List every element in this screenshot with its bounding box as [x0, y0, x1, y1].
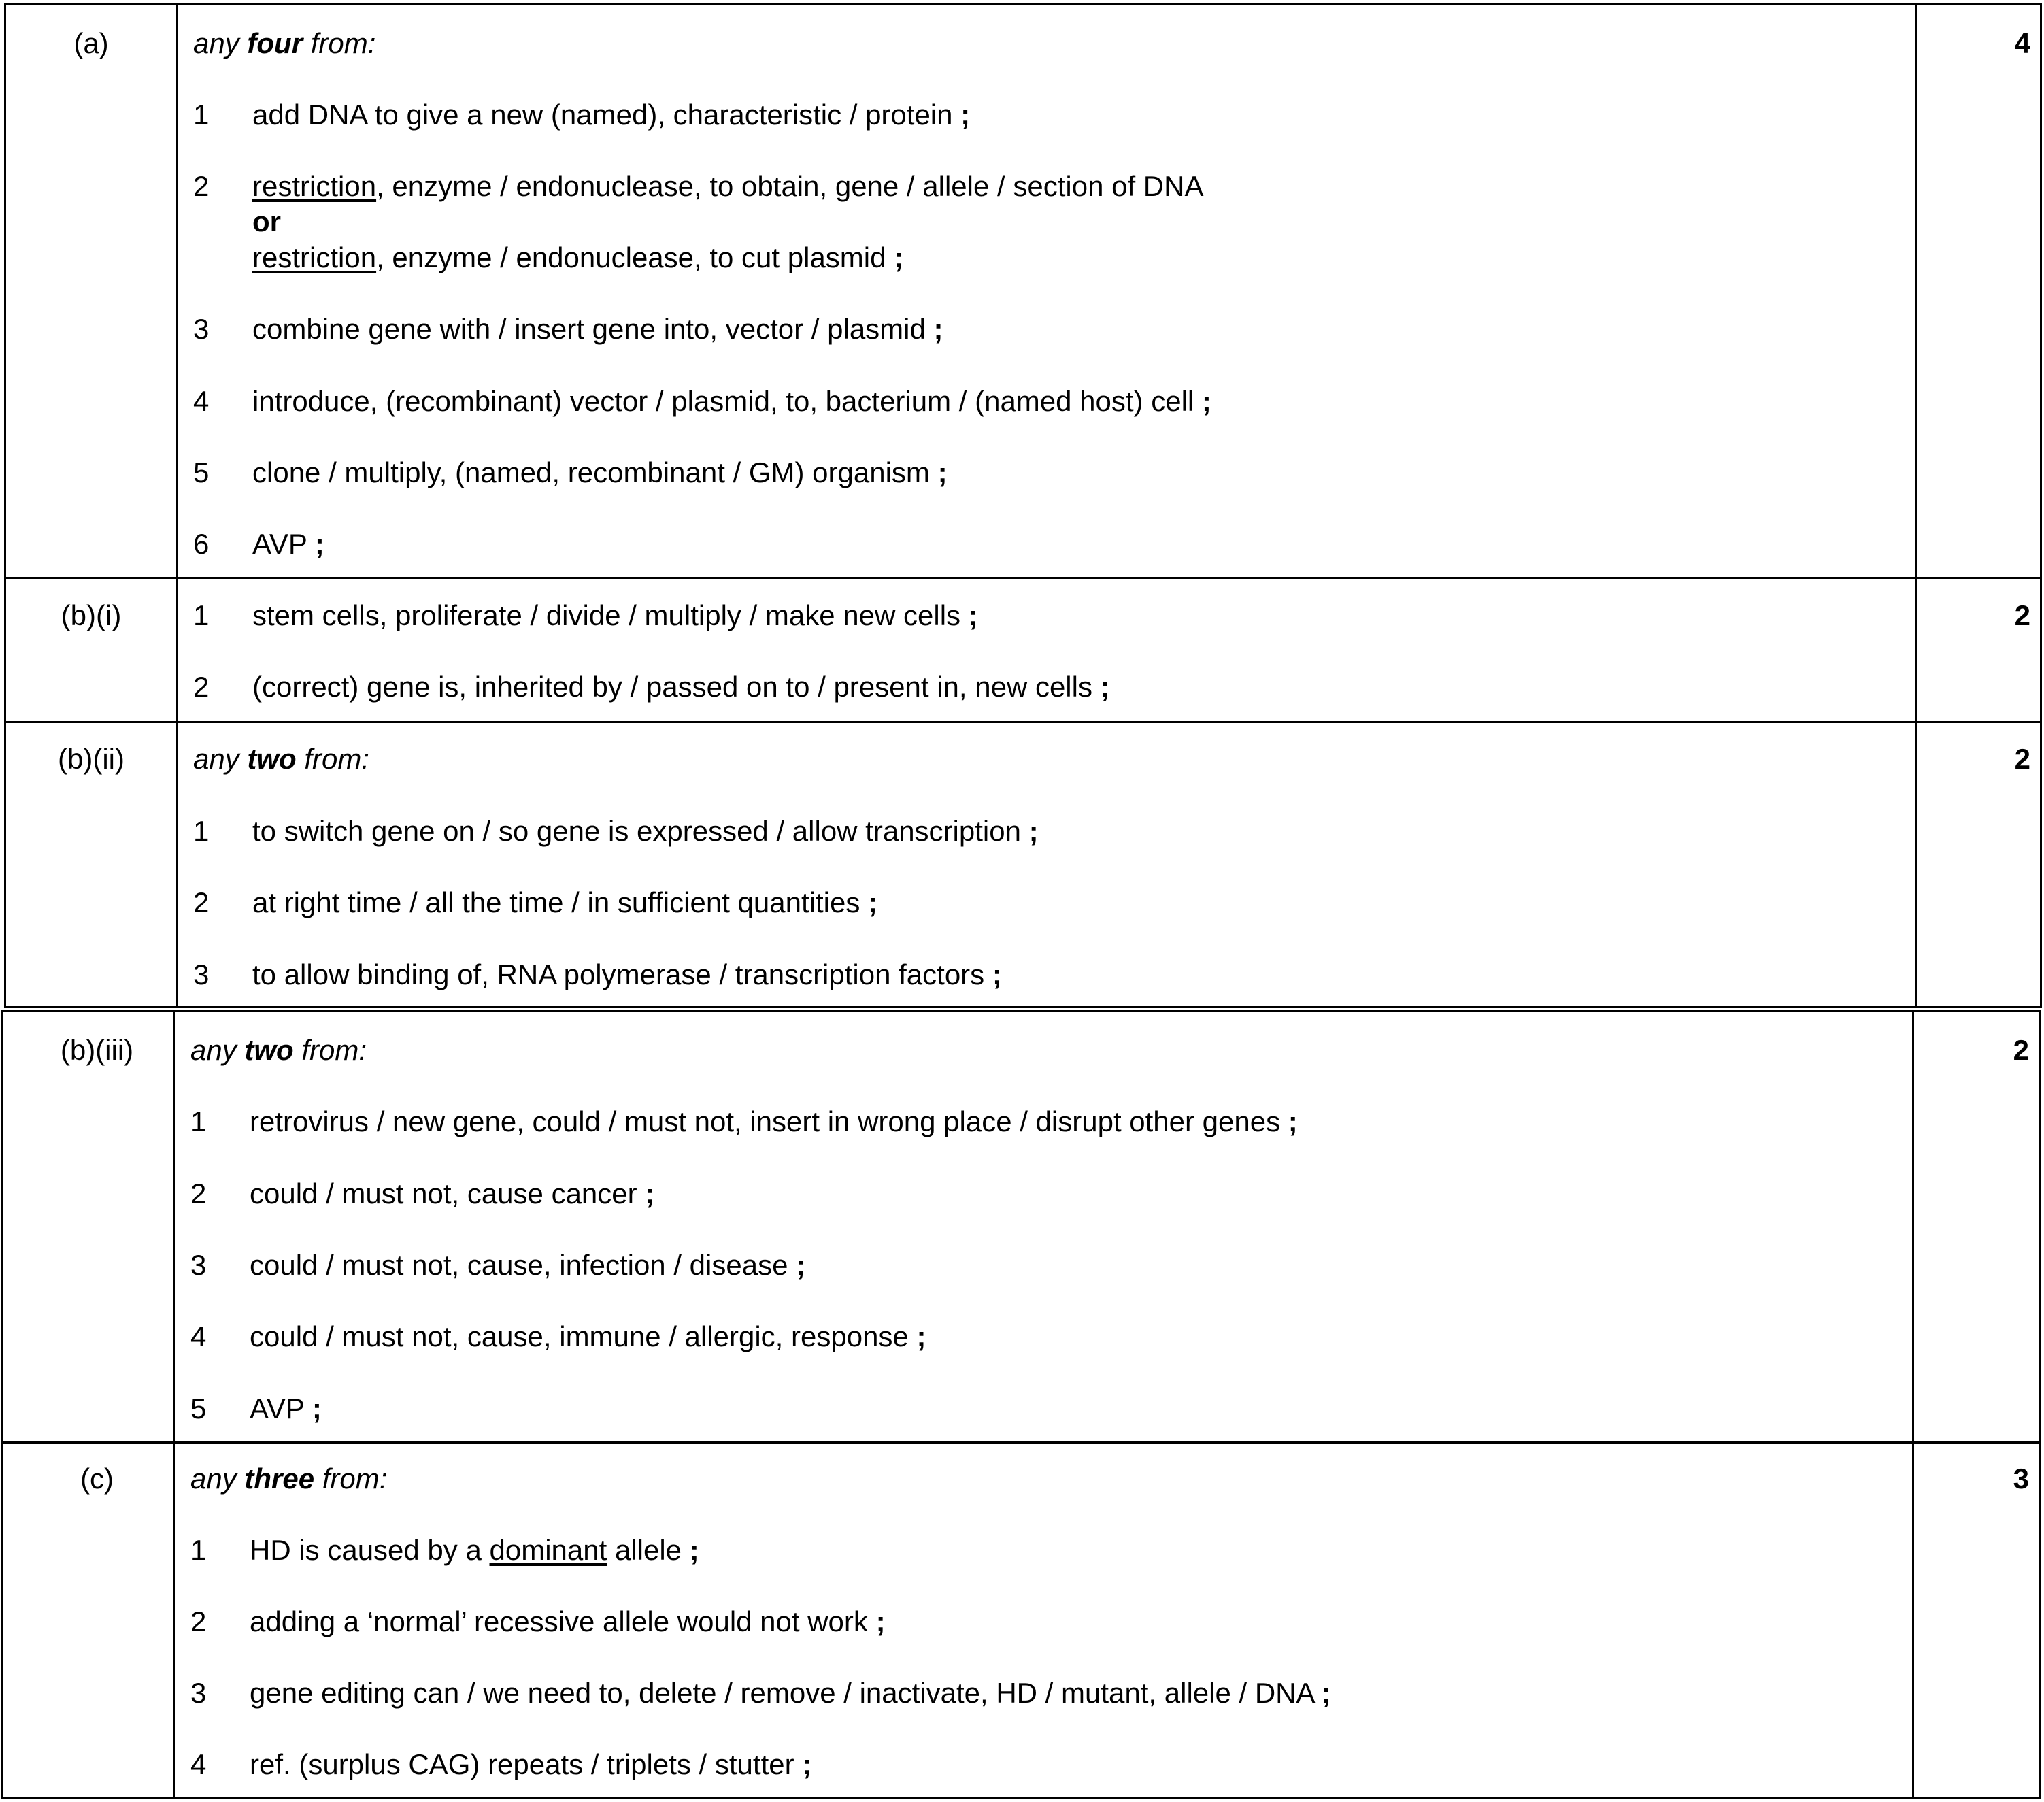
- point-number: 1: [193, 599, 210, 631]
- point-number: 3: [193, 313, 210, 345]
- answer-point: gene editing can / we need to, delete / remove / inactivate, HD / mutant, allele / DNA ;: [250, 1677, 1331, 1709]
- mark-allocation: 4: [2014, 27, 2030, 59]
- point-number: 2: [190, 1178, 207, 1209]
- answer-point: AVP ;: [252, 528, 324, 560]
- point-number: 2: [190, 1605, 207, 1637]
- answer-point: to allow binding of, RNA polymerase / transcription factors ;: [252, 958, 1002, 990]
- answer-point: (correct) gene is, inherited by / passed on to / present in, new cells ;: [252, 671, 1110, 703]
- or-separator: or: [252, 205, 281, 237]
- mark-allocation: 2: [2014, 743, 2030, 775]
- point-number: 1: [193, 815, 210, 847]
- question-number: (b)(i): [61, 599, 122, 631]
- answer-point: add DNA to give a new (named), characteristic / protein ;: [252, 99, 971, 131]
- mark-scheme-table-1: [4, 3, 2042, 1008]
- point-number: 4: [190, 1748, 207, 1780]
- answer-point: could / must not, cause, infection / disease ;: [250, 1249, 806, 1281]
- point-number: 3: [190, 1249, 207, 1281]
- question-row-a: [6, 5, 2040, 580]
- answer-point: could / must not, cause, immune / allergic, response ;: [250, 1320, 926, 1352]
- question-row-b-iii: [3, 1012, 2039, 1444]
- answer-point: retrovirus / new gene, could / must not, insert in wrong place / disrupt other genes ;: [250, 1105, 1298, 1137]
- point-number: 2: [193, 170, 210, 202]
- question-row-b-ii: [6, 721, 2040, 1006]
- answer-point: combine gene with / insert gene into, vector / plasmid ;: [252, 313, 943, 345]
- point-number: 3: [193, 958, 210, 990]
- answer-point: introduce, (recombinant) vector / plasmid, to, bacterium / (named host) cell ;: [252, 385, 1211, 417]
- point-number: 2: [193, 671, 210, 703]
- question-number: (c): [80, 1463, 114, 1495]
- mark-scheme-table-2: [1, 1010, 2041, 1799]
- answer-point: could / must not, cause cancer ;: [250, 1178, 655, 1209]
- point-number: 1: [190, 1105, 207, 1137]
- point-number: 1: [190, 1534, 207, 1566]
- mark-allocation: 2: [2013, 1034, 2029, 1066]
- answer-point: adding a ‘normal’ recessive allele would not work ;: [250, 1605, 886, 1637]
- question-row-b-i: [6, 577, 2040, 721]
- instruction-text: any three from:: [190, 1463, 388, 1495]
- point-number: 4: [190, 1320, 207, 1352]
- instruction-text: any two from:: [190, 1034, 367, 1066]
- answer-point: AVP ;: [250, 1392, 322, 1424]
- answer-point: stem cells, proliferate / divide / multiply / make new cells ;: [252, 599, 978, 631]
- question-number: (a): [73, 27, 109, 59]
- instruction-text: any two from:: [193, 743, 370, 775]
- mark-allocation: 2: [2014, 599, 2030, 631]
- point-number: 5: [190, 1392, 207, 1424]
- answer-point: ref. (surplus CAG) repeats / triplets / stutter ;: [250, 1748, 812, 1780]
- question-row-c: [3, 1441, 2039, 1802]
- answer-point: restriction, enzyme / endonuclease, to obtain, gene / allele / section of DNA: [252, 170, 1204, 202]
- answer-point: HD is caused by a dominant allele ;: [250, 1534, 699, 1566]
- question-number: (b)(ii): [58, 743, 124, 775]
- answer-point: clone / multiply, (named, recombinant / GM) organism ;: [252, 456, 948, 488]
- point-number: 5: [193, 456, 210, 488]
- point-number: 3: [190, 1677, 207, 1709]
- mark-allocation: 3: [2013, 1463, 2029, 1495]
- question-number: (b)(iii): [60, 1034, 134, 1066]
- answer-point: to switch gene on / so gene is expressed / allow transcription ;: [252, 815, 1039, 847]
- instruction-text: any four from:: [193, 27, 376, 59]
- point-number: 4: [193, 385, 210, 417]
- answer-point: restriction, enzyme / endonuclease, to cut plasmid ;: [252, 241, 904, 273]
- point-number: 6: [193, 528, 210, 560]
- point-number: 1: [193, 99, 210, 131]
- point-number: 2: [193, 886, 210, 918]
- answer-point: at right time / all the time / in sufficient quantities ;: [252, 886, 877, 918]
